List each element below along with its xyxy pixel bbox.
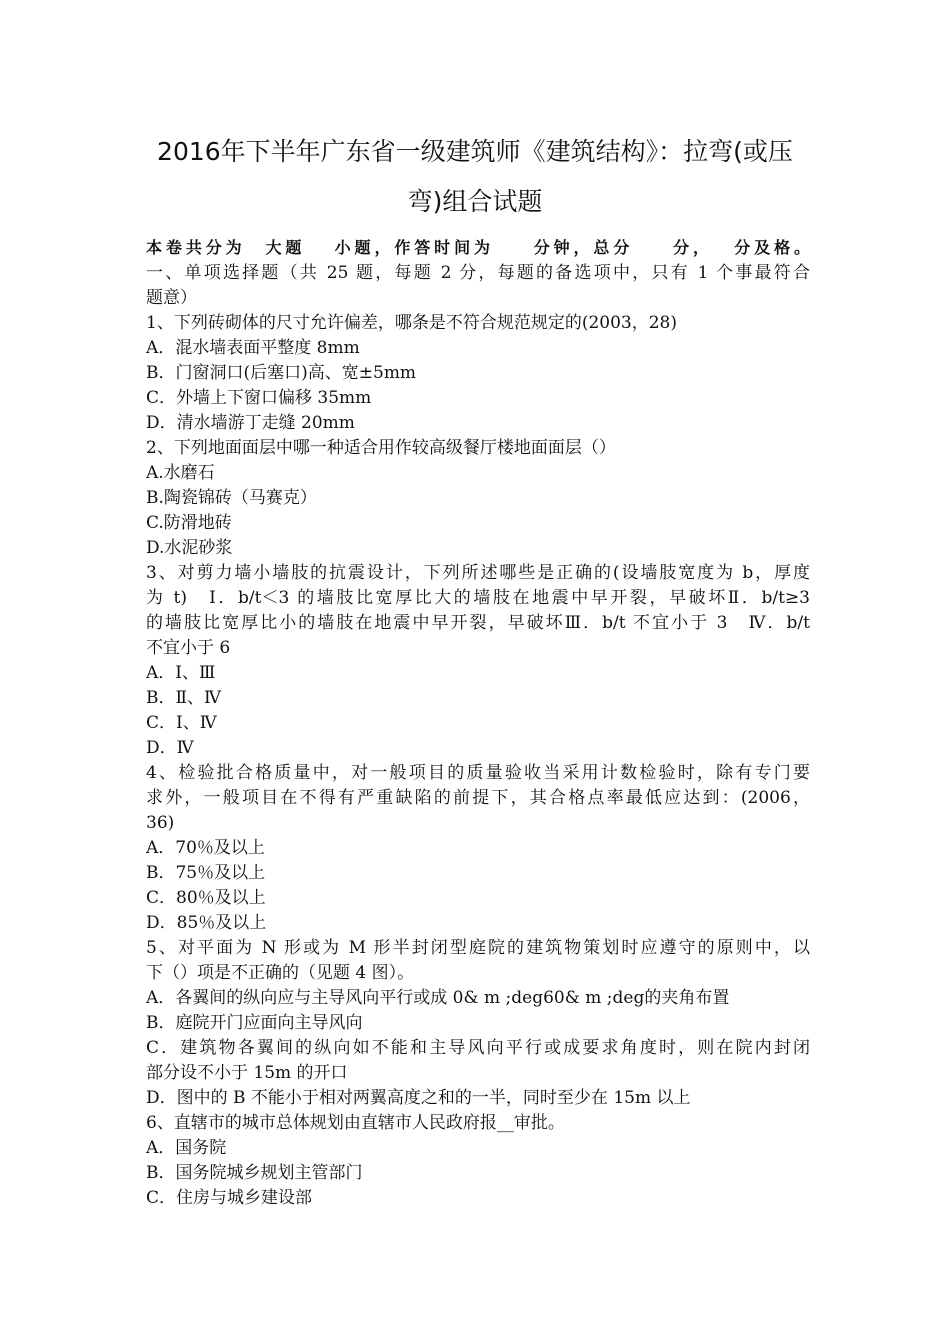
question-3-option-d: D．Ⅳ bbox=[146, 738, 194, 758]
question-1-option-a: A．混水墙表面平整度 8mm bbox=[146, 338, 360, 358]
question-3-stem-line-4: 不宜小于 6 bbox=[146, 638, 231, 658]
question-5-option-a: A．各翼间的纵向应与主导风向平行或成 0& m ;deg60& m ;deg的夹角布置 bbox=[146, 988, 730, 1008]
exam-intro: 本卷共分为 大题 小题，作答时间为 分钟，总分 分， 分及格。 bbox=[146, 238, 810, 257]
question-3-option-b: B．Ⅱ、Ⅳ bbox=[146, 688, 222, 708]
question-1-option-b: B．门窗洞口(后塞口)高、宽±5mm bbox=[146, 363, 417, 383]
question-6-option-a: A．国务院 bbox=[146, 1138, 227, 1158]
question-3-option-a: A．Ⅰ、Ⅲ bbox=[146, 663, 216, 683]
question-2-option-a: A.水磨石 bbox=[146, 463, 215, 483]
question-5-option-c-line-2: 部分设不小于 15m 的开口 bbox=[146, 1063, 348, 1083]
question-2-stem: 2、下列地面面层中哪一种适合用作较高级餐厅楼地面面层（） bbox=[146, 438, 616, 458]
question-5-stem-line-1: 5、对平面为 N 形或为 M 形半封闭型庭院的建筑物策划时应遵守的原则中，以 bbox=[146, 938, 810, 958]
question-2-option-d: D.水泥砂浆 bbox=[146, 538, 233, 558]
question-4-option-a: A．70％及以上 bbox=[146, 838, 265, 858]
section-heading-line-1: 一、单项选择题（共 25 题，每题 2 分，每题的备选项中，只有 1 个事最符合 bbox=[146, 263, 810, 283]
question-6-option-c: C．住房与城乡建设部 bbox=[146, 1188, 313, 1208]
question-5-option-b: B．庭院开门应面向主导风向 bbox=[146, 1013, 363, 1033]
question-2-option-c: C.防滑地砖 bbox=[146, 513, 232, 533]
question-3-stem-line-1: 3、对剪力墙小墙肢的抗震设计，下列所述哪些是正确的(设墙肢宽度为 b，厚度 bbox=[146, 563, 810, 583]
question-2-option-b: B.陶瓷锦砖（马赛克） bbox=[146, 488, 317, 508]
question-3-stem-line-2: 为 t) Ⅰ．b/t＜3 的墙肢比宽厚比大的墙肢在地震中早开裂，早破坏Ⅱ．b/t≥3 bbox=[146, 588, 810, 608]
question-1-stem: 1、下列砖砌体的尺寸允许偏差，哪条是不符合规范规定的(2003，28) bbox=[146, 313, 677, 333]
question-6-option-b: B．国务院城乡规划主管部门 bbox=[146, 1163, 363, 1183]
question-5-option-d: D．图中的 B 不能小于相对两翼高度之和的一半，同时至少在 15m 以上 bbox=[146, 1088, 691, 1108]
question-4-option-d: D．85％及以上 bbox=[146, 913, 267, 933]
question-4-stem-line-1: 4、检验批合格质量中，对一般项目的质量验收当采用计数检验时，除有专门要 bbox=[146, 763, 810, 783]
question-4-option-c: C．80％及以上 bbox=[146, 888, 266, 908]
document-title-line-2: 弯)组合试题 bbox=[407, 187, 543, 216]
document-title-line-1: 2016年下半年广东省一级建筑师《建筑结构》：拉弯(或压 bbox=[157, 137, 793, 166]
section-heading-line-2: 题意） bbox=[146, 288, 197, 308]
question-1-option-c: C．外墙上下窗口偏移 35mm bbox=[146, 388, 372, 408]
question-1-option-d: D．清水墙游丁走缝 20mm bbox=[146, 413, 355, 433]
question-5-stem-line-2: 下（）项是不正确的（见题 4 图）。 bbox=[146, 963, 415, 983]
question-6-stem: 6、直辖市的城市总体规划由直辖市人民政府报__审批。 bbox=[146, 1113, 565, 1133]
question-3-option-c: C．Ⅰ、Ⅳ bbox=[146, 713, 217, 733]
question-5-option-c-line-1: C．建筑物各翼间的纵向如不能和主导风向平行或成要求角度时，则在院内封闭 bbox=[146, 1038, 810, 1058]
question-4-stem-line-3: 36) bbox=[146, 813, 175, 833]
question-4-stem-line-2: 求外，一般项目在不得有严重缺陷的前提下，其合格点率最低应达到：(2006， bbox=[146, 788, 810, 808]
question-3-stem-line-3: 的墙肢比宽厚比小的墙肢在地震中早开裂，早破坏Ⅲ．b/t 不宜小于 3 Ⅳ．b/t bbox=[146, 613, 810, 633]
question-4-option-b: B．75％及以上 bbox=[146, 863, 266, 883]
